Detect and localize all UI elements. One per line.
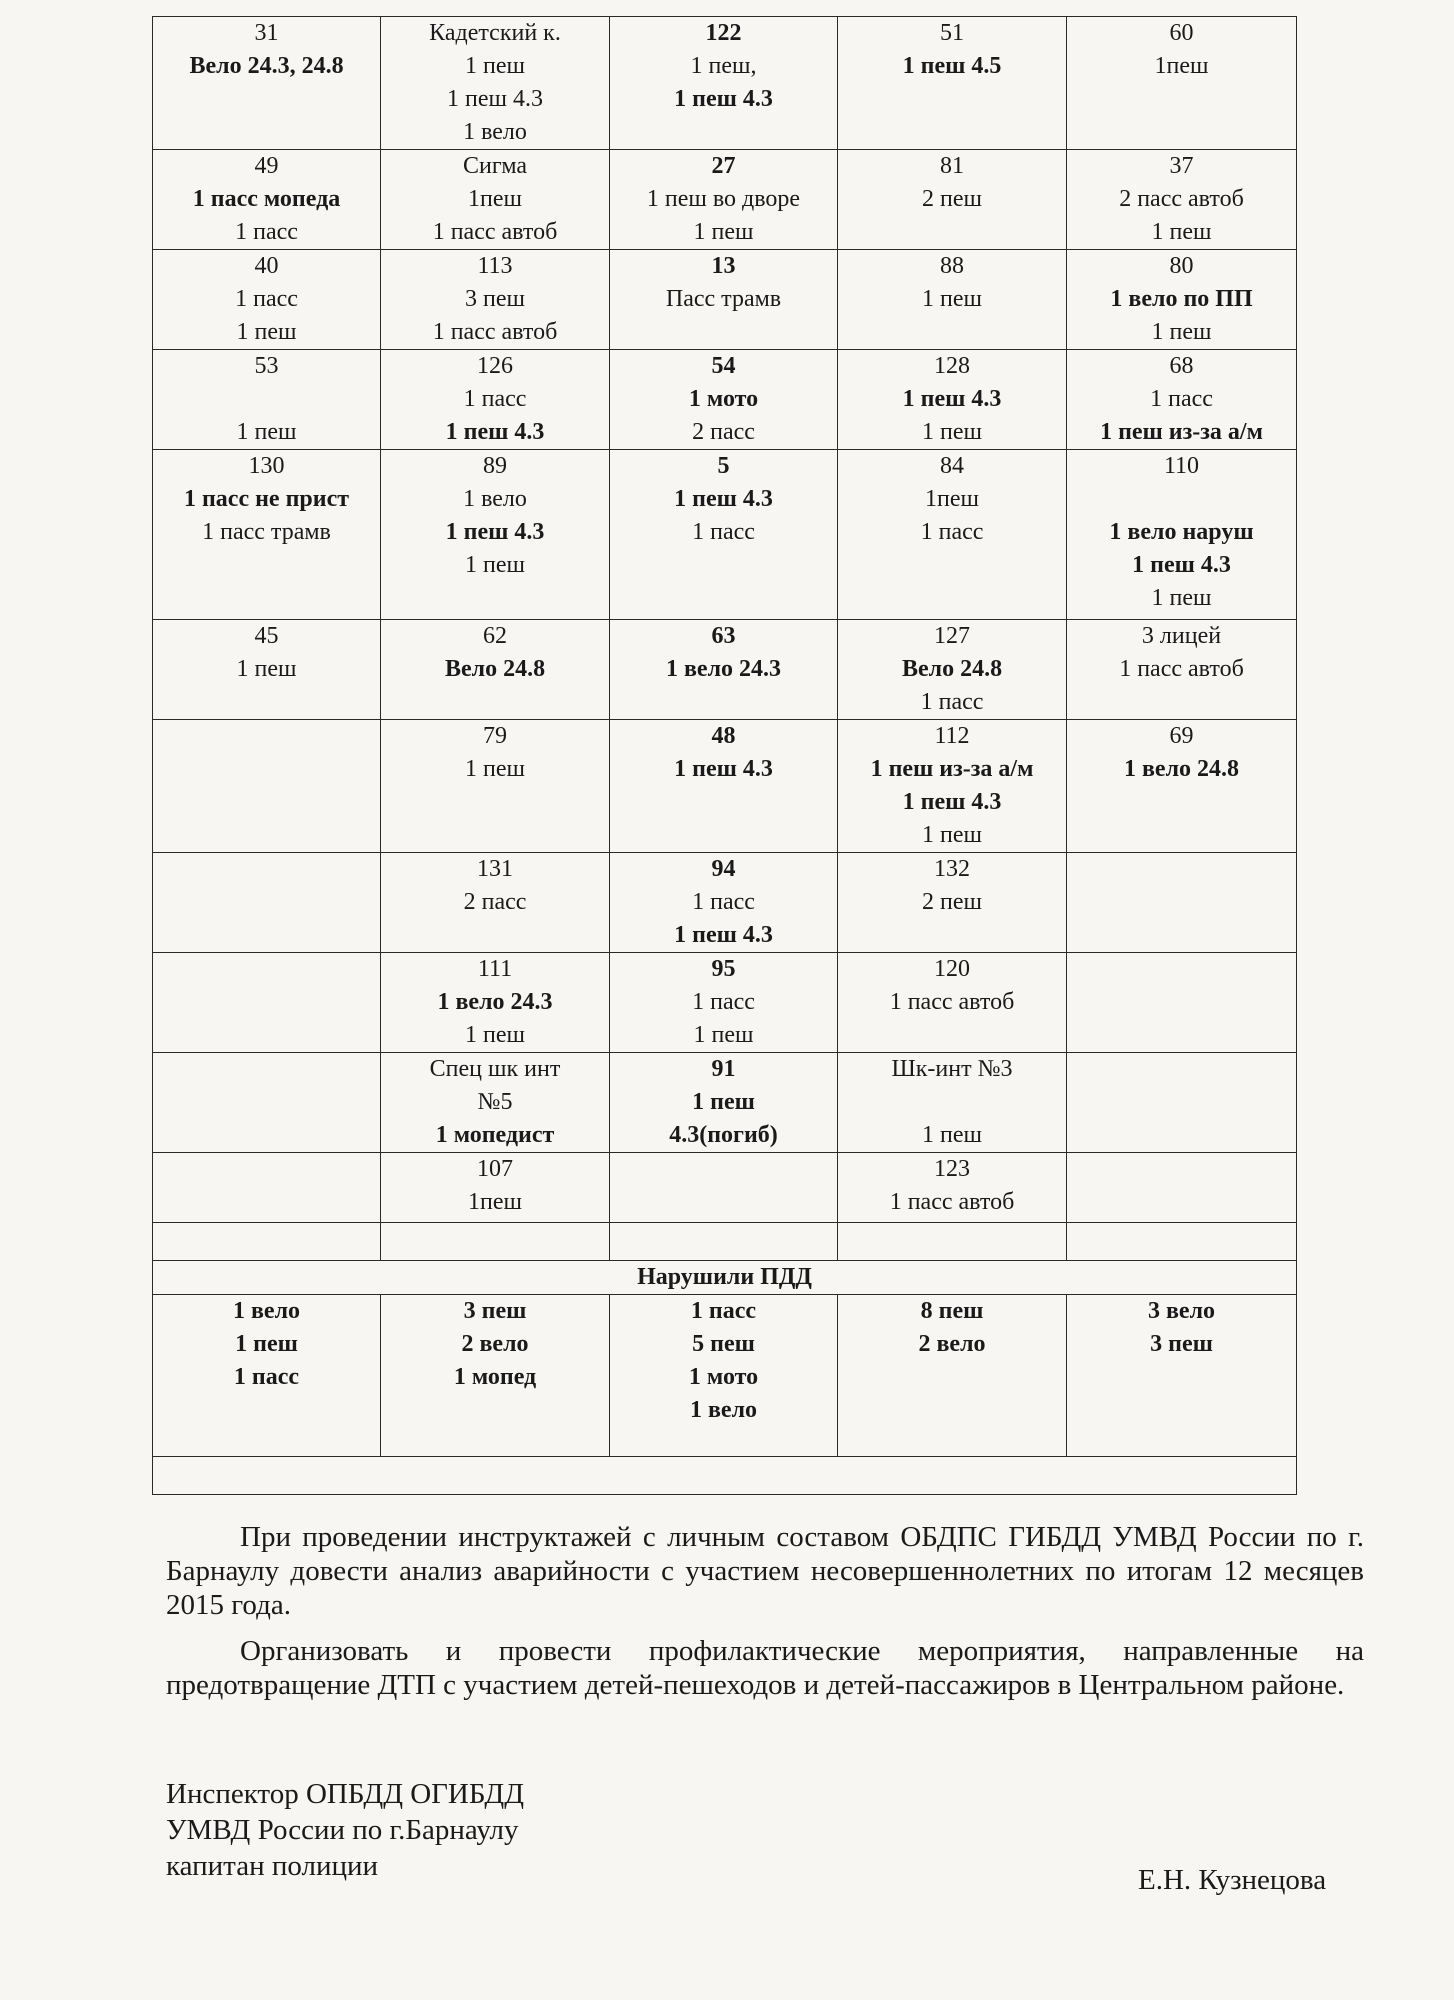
cell-line: 31 (254, 20, 279, 46)
cell-line: 1 пеш (693, 1022, 754, 1048)
table-cell (610, 350, 838, 450)
cell-line: 113 (477, 253, 513, 279)
table-cell (153, 1223, 381, 1261)
cell-line: 1 мото (688, 1364, 759, 1390)
table-cell (381, 350, 610, 450)
cell-line: Кадетский к. (429, 20, 561, 46)
table-footer-cell (153, 1457, 1297, 1495)
cell-line: Вело 24.8 (901, 656, 1003, 682)
cell-line: 1 пеш (465, 756, 525, 782)
table-cell (381, 853, 610, 953)
table-cell (1067, 450, 1297, 620)
cell-line: №5 (477, 1089, 513, 1115)
cell-line: 111 (477, 956, 513, 982)
table-cell (153, 853, 381, 953)
table-cell (610, 17, 838, 150)
cell-line: 45 (254, 623, 279, 649)
cell-line: 84 (940, 453, 964, 479)
cell-line: 48 (711, 723, 736, 749)
table-row (153, 17, 1297, 150)
table-cell (153, 1153, 381, 1223)
cell-line: 95 (711, 956, 736, 982)
cell-line: 94 (711, 856, 736, 882)
violations-cell (381, 1295, 610, 1457)
table-cell (1067, 350, 1297, 450)
table-cell (381, 620, 610, 720)
cell-line: 1 пасс автоб (432, 319, 558, 345)
table-cell (153, 720, 381, 853)
cell-line: 1 пеш (236, 419, 297, 445)
cell-line: 3 пеш (463, 1298, 527, 1324)
cell-line: 1 пасс автоб (889, 1189, 1015, 1215)
table-cell (153, 17, 381, 150)
cell-line: 1 пеш 4.3 (1132, 552, 1231, 578)
cell-line: 1 пеш (922, 286, 982, 312)
violations-cell (1067, 1295, 1297, 1457)
violations-cell (153, 1295, 381, 1457)
section-header-row (153, 1261, 1297, 1295)
cell-line: 1 пеш 4.3 (674, 86, 773, 112)
cell-line: 27 (711, 153, 736, 179)
cell-line: 1 пеш, (690, 53, 757, 79)
cell-line: 1 пеш 4.5 (902, 53, 1002, 79)
cell-line: 51 (940, 20, 964, 46)
table-row (153, 450, 1297, 620)
cell-line: 2 пасс (463, 889, 527, 915)
table-cell (838, 17, 1067, 150)
table-footer-row (153, 1457, 1297, 1495)
cell-line: 1 вело 24.3 (437, 989, 553, 1015)
cell-line: 1 пеш (1151, 585, 1212, 611)
cell-line: 88 (940, 253, 964, 279)
table-cell (1067, 953, 1297, 1053)
cell-line: 1 мото (688, 386, 759, 412)
paragraph-1: При проведении инструктажей с личным составом ОБДПС ГИБДД УМВД России по г. Барнаулу довести анализ аварийности с участием несовершеннолетних по итогам 12 месяцев 2015 года. (166, 1521, 1364, 1621)
table-row (153, 720, 1297, 853)
cell-line: 1 пасс (692, 519, 755, 545)
cell-line: 1 вело (463, 486, 527, 512)
cell-line: 1 пеш (465, 1022, 525, 1048)
table-cell (838, 1053, 1067, 1153)
table-cell (610, 250, 838, 350)
table-cell (610, 1153, 838, 1223)
cell-line: 1 пеш (465, 53, 525, 79)
table-cell (1067, 150, 1297, 250)
table-cell (1067, 250, 1297, 350)
table-cell (381, 450, 610, 620)
table-cell (153, 953, 381, 1053)
table-cell (153, 350, 381, 450)
table-cell (838, 720, 1067, 853)
cell-line: 69 (1169, 723, 1194, 749)
cell-line: 1 пеш (922, 419, 982, 445)
cell-line: 1пеш (925, 486, 979, 512)
cell-line: 49 (254, 153, 279, 179)
cell-line: 79 (483, 723, 507, 749)
cell-line: 1 пасс (920, 519, 984, 545)
cell-line: 1 вело (689, 1397, 758, 1423)
cell-line: 132 (934, 856, 970, 882)
table-cell (381, 720, 610, 853)
cell-line: 80 (1169, 253, 1194, 279)
table-cell (610, 1053, 838, 1153)
cell-line: 1 пеш (236, 319, 297, 345)
accident-table (152, 16, 1297, 1495)
cell-line: 1 пеш (1151, 219, 1212, 245)
table-cell (381, 17, 610, 150)
cell-line: 91 (711, 1056, 736, 1082)
table-cell (1067, 853, 1297, 953)
table-cell (381, 1153, 610, 1223)
signature-rank: капитан полиции (166, 1850, 379, 1882)
table-cell (381, 150, 610, 250)
cell-line: 1 пеш во дворе (646, 186, 801, 212)
cell-line: 60 (1169, 20, 1194, 46)
cell-line: 1пеш (1154, 53, 1209, 79)
cell-line: Вело 24.8 (444, 656, 546, 682)
cell-line: 1 пеш (236, 656, 297, 682)
signature-position-line-1: Инспектор ОПБДД ОГИБДД (166, 1778, 524, 1810)
table-cell (381, 250, 610, 350)
cell-line: 5 пеш (692, 1331, 755, 1357)
table-cell (610, 853, 838, 953)
table-cell (610, 450, 838, 620)
cell-line: 1 вело по ПП (1110, 286, 1253, 312)
section-header: Нарушили ПДД (153, 1261, 1297, 1295)
cell-line: 1 пеш (465, 552, 525, 578)
cell-line: 1 пеш (693, 219, 754, 245)
cell-line: 1 пеш 4.3 (445, 419, 545, 445)
table-cell (1067, 1153, 1297, 1223)
cell-line: 2 пасс автоб (1119, 186, 1244, 212)
cell-line: 1 пеш 4.3 (445, 519, 545, 545)
table-cell (838, 953, 1067, 1053)
table-row (153, 620, 1297, 720)
table-row (153, 1153, 1297, 1223)
cell-line: 81 (940, 153, 964, 179)
cell-line: 40 (254, 253, 279, 279)
table-cell (153, 450, 381, 620)
cell-line: 1 пасс (463, 386, 527, 412)
cell-line: 5 (717, 453, 730, 479)
cell-line: 53 (254, 353, 279, 379)
cell-line: 1 мопед (453, 1364, 537, 1390)
cell-line: 4.3(погиб) (669, 1122, 778, 1148)
cell-line: 1 вело (232, 1298, 301, 1324)
cell-line: 2 пасс (692, 419, 755, 445)
cell-line: 1 пасс (233, 1364, 300, 1390)
cell-line: 127 (934, 623, 970, 649)
cell-line: 1 пеш из-за а/м (1100, 419, 1263, 445)
cell-line: 3 пеш (1150, 1331, 1213, 1357)
table-cell (610, 953, 838, 1053)
violations-cell (838, 1295, 1067, 1457)
cell-line: 1 пеш (692, 1089, 755, 1115)
table-cell (153, 250, 381, 350)
cell-line: 1 пеш из-за а/м (870, 756, 1034, 782)
cell-line: 62 (483, 623, 507, 649)
cell-line: 2 пеш (922, 186, 982, 212)
table-cell (838, 1153, 1067, 1223)
table-cell (153, 620, 381, 720)
table-cell (838, 250, 1067, 350)
table-cell (838, 350, 1067, 450)
cell-line: Шк-инт №3 (891, 1056, 1013, 1082)
cell-line: Сигма (462, 153, 528, 179)
cell-line: 1 пасс (690, 1298, 757, 1324)
cell-line: 1 пасс (1150, 386, 1213, 412)
table-cell (838, 853, 1067, 953)
cell-line: 130 (248, 453, 285, 479)
cell-line: 1 пеш (922, 822, 982, 848)
cell-line: 1 пасс (920, 689, 984, 715)
cell-line: 1пеш (468, 186, 522, 212)
cell-line: 2 вело (461, 1331, 529, 1357)
cell-line (842, 1086, 1062, 1119)
cell-line: 1 пеш 4.3 (902, 789, 1002, 815)
accident-table-body (153, 17, 1297, 1495)
cell-line: 1 вело наруш (1109, 519, 1254, 545)
paragraph-instruction (166, 1520, 1364, 1634)
table-cell (153, 150, 381, 250)
cell-line: 2 вело (918, 1331, 986, 1357)
cell-line: 8 пеш (920, 1298, 984, 1324)
cell-line: 2 пеш (922, 889, 982, 915)
table-cell (1067, 1223, 1297, 1261)
cell-line: 1 пеш (235, 1331, 298, 1357)
cell-line: Пасс трамв (665, 286, 782, 312)
cell-line: 1 пасс (692, 889, 755, 915)
cell-line: 1 пасс мопеда (192, 186, 341, 212)
cell-line: 89 (483, 453, 507, 479)
cell-line: 1 пасс автоб (1119, 656, 1244, 682)
cell-line: 1 пеш 4.3 (674, 922, 773, 948)
table-cell (1067, 17, 1297, 150)
paragraph-prevention (166, 1634, 1364, 1714)
table-row (153, 1053, 1297, 1153)
violations-cell (610, 1295, 838, 1457)
cell-line: 1 пасс (235, 286, 298, 312)
cell-line: 110 (1163, 453, 1200, 479)
cell-line: 54 (711, 353, 736, 379)
table-cell (838, 620, 1067, 720)
table-cell (381, 1223, 610, 1261)
cell-line: 1пеш (468, 1189, 522, 1215)
cell-line (1071, 483, 1292, 516)
cell-line: 128 (934, 353, 970, 379)
table-row (153, 1223, 1297, 1261)
table-cell (610, 150, 838, 250)
table-row (153, 953, 1297, 1053)
violations-row (153, 1295, 1297, 1457)
table-cell (381, 953, 610, 1053)
table-cell (610, 720, 838, 853)
table-row (153, 350, 1297, 450)
cell-line: 3 пеш (465, 286, 525, 312)
table-row (153, 853, 1297, 953)
cell-line: 63 (711, 623, 736, 649)
cell-line: 1 мопедист (435, 1122, 555, 1148)
cell-line: 123 (934, 1156, 970, 1182)
cell-line: 1 пеш 4.3 (447, 86, 543, 112)
signature-name: Е.Н. Кузнецова (1138, 1864, 1327, 1896)
cell-line: 1 пасс автоб (432, 219, 558, 245)
cell-line: Спец шк инт (429, 1056, 561, 1082)
cell-line: 1 пеш 4.3 (674, 486, 773, 512)
table-row (153, 250, 1297, 350)
table-cell (838, 1223, 1067, 1261)
cell-line: Вело 24.3, 24.8 (189, 53, 344, 79)
table-row (153, 150, 1297, 250)
cell-line: 1 пасс (692, 989, 755, 1015)
table-cell (610, 1223, 838, 1261)
table-cell (1067, 1053, 1297, 1153)
cell-line: 1 пасс автоб (889, 989, 1015, 1015)
cell-line: 3 лицей (1141, 623, 1222, 649)
cell-line: 1 вело 24.8 (1123, 756, 1240, 782)
cell-line: 1 вело (463, 119, 527, 145)
cell-line: 120 (934, 956, 970, 982)
table-cell (153, 1053, 381, 1153)
table-cell (1067, 620, 1297, 720)
cell-line: 126 (477, 353, 513, 379)
table-cell (1067, 720, 1297, 853)
cell-line: 112 (934, 723, 970, 749)
table-cell (838, 150, 1067, 250)
cell-line: 1 пеш 4.3 (902, 386, 1002, 412)
cell-line (157, 383, 376, 416)
cell-line: 68 (1169, 353, 1194, 379)
signature-position-line-2: УМВД России по г.Барнаулу (166, 1814, 519, 1846)
cell-line: 131 (477, 856, 513, 882)
cell-line: 1 вело 24.3 (665, 656, 782, 682)
cell-line: 1 пасс трамв (202, 519, 331, 545)
cell-line: 1 пасс (235, 219, 298, 245)
table-cell (838, 450, 1067, 620)
cell-line: 122 (705, 20, 742, 46)
paragraph-2: Организовать и провести профилактические мероприятия, направленные на предотвращение ДТП с участием детей-пешеходов и детей-пассажиров в Центральном районе. (166, 1635, 1364, 1701)
cell-line: 1 пеш 4.3 (674, 756, 773, 782)
cell-line: 3 вело (1147, 1298, 1216, 1324)
table-cell (610, 620, 838, 720)
cell-line: 13 (711, 253, 736, 279)
cell-line: 107 (477, 1156, 513, 1182)
cell-line: 1 пеш (922, 1122, 982, 1148)
signature-block (166, 1776, 524, 1884)
cell-line: 37 (1169, 153, 1194, 179)
cell-line: 1 пеш (1151, 319, 1212, 345)
table-cell (381, 1053, 610, 1153)
cell-line: 1 пасс не прист (183, 486, 350, 512)
